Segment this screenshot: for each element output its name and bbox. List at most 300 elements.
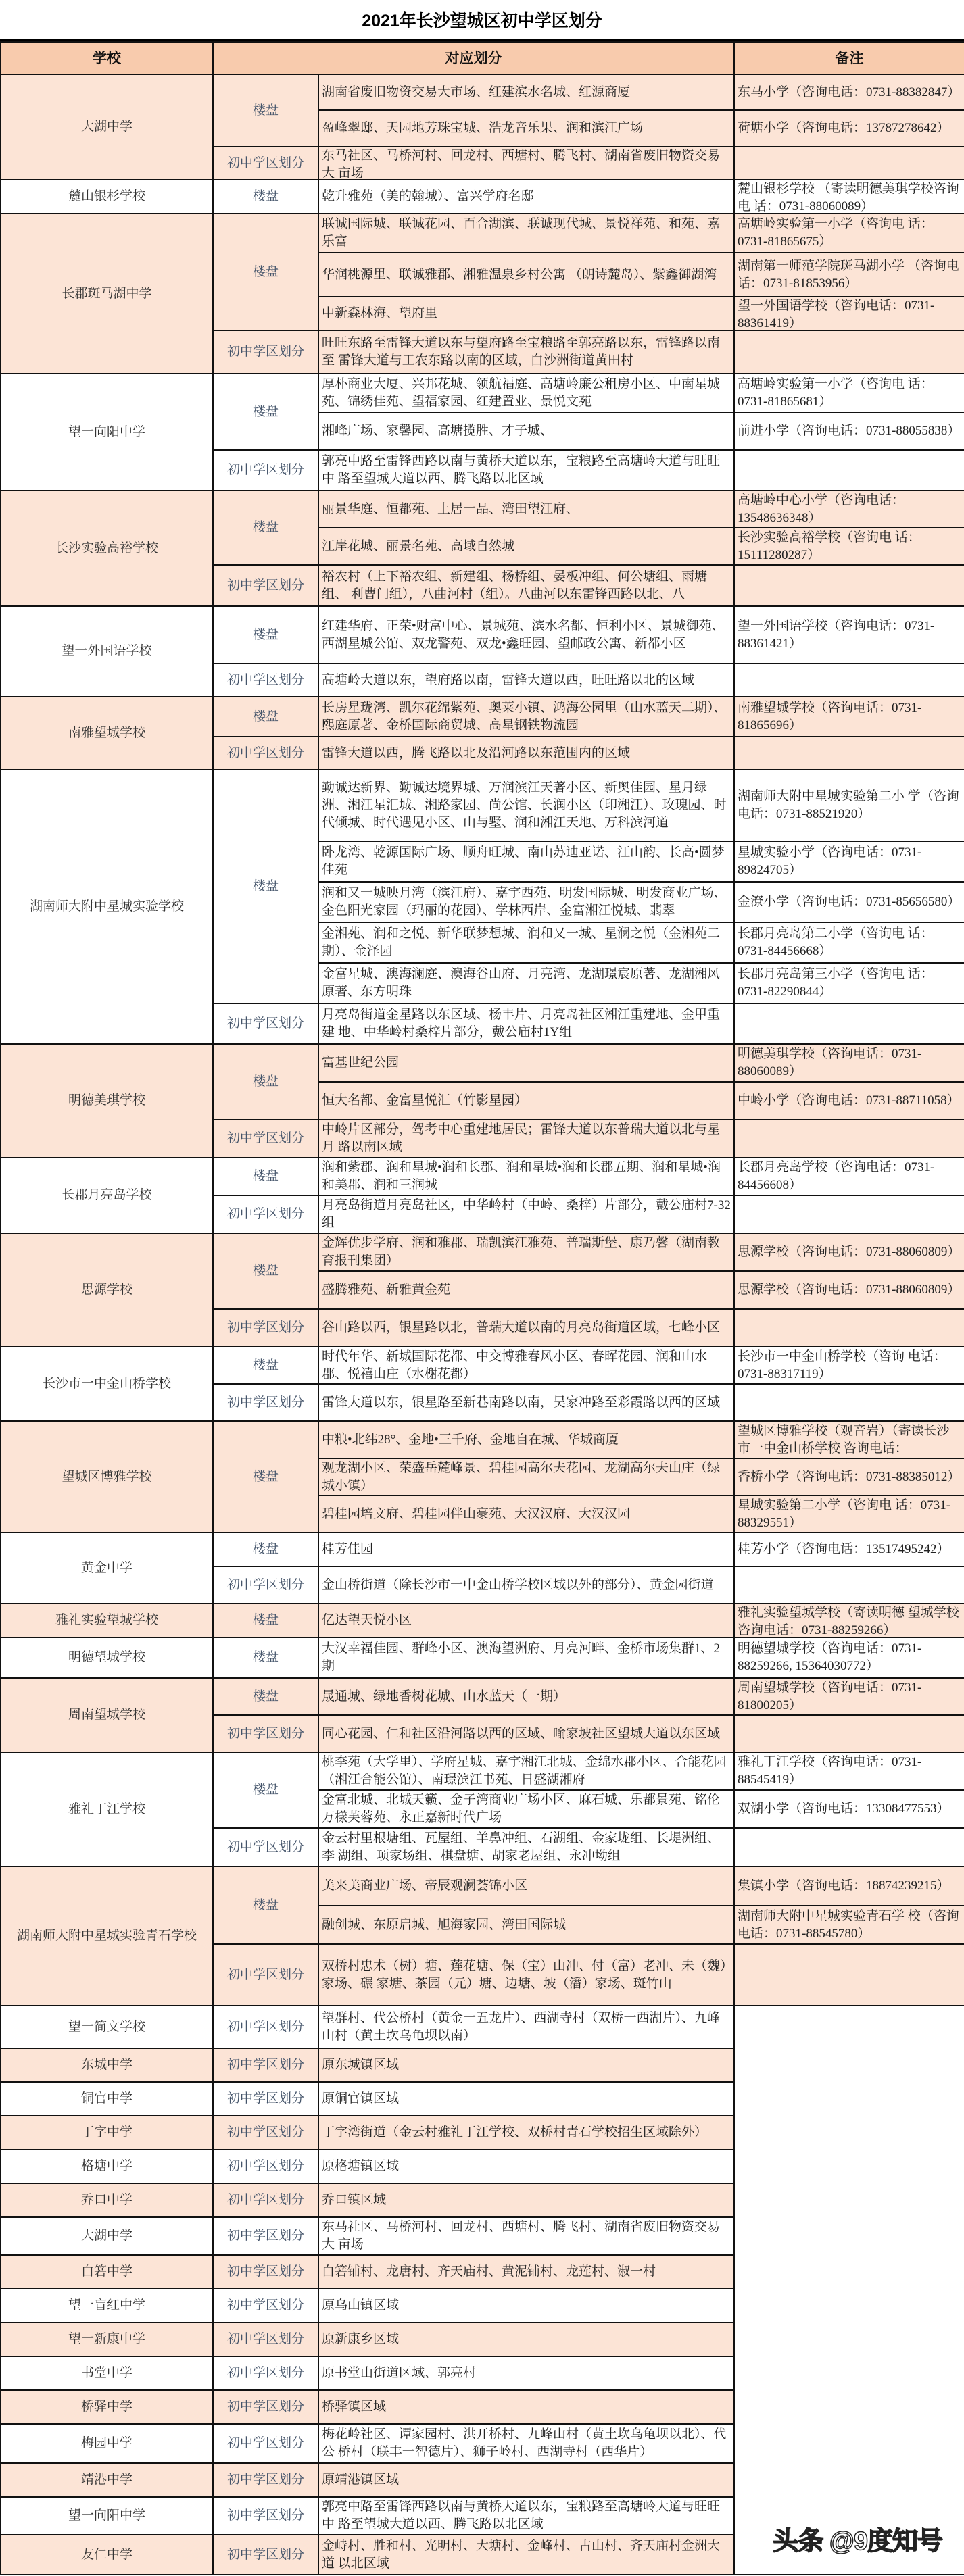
division-item-text: 原东城镇区域 (322, 2058, 400, 2072)
type-label-district-text: 初中学区划分 (226, 1839, 304, 1854)
school-name (1, 2116, 213, 2150)
note-cell (734, 1715, 964, 1752)
school-name (1, 1233, 213, 1347)
division-item (318, 1384, 734, 1421)
division-item-text: 美来美商业广场、帝辰观澜荟锦小区 (322, 1879, 528, 1893)
school-name-text: 思源学校 (80, 1283, 132, 1297)
type-label-district-text: 初中学区划分 (226, 2332, 304, 2346)
type-label-district (213, 1309, 318, 1347)
note-cell (734, 491, 964, 528)
school-name-text: 望一向阳中学 (68, 2508, 145, 2523)
division-item-text: 中新森林海、望府里 (322, 306, 438, 320)
school-name (1, 1866, 213, 2006)
school-name-text: 乔口中学 (80, 2193, 132, 2207)
division-item-text: 金峙村、胜和村、光明村、大塘村、金峰村、古山村、齐天庙村金洲大道 以北区域 (322, 2538, 721, 2571)
division-item-text: 原格塘镇区域 (322, 2159, 400, 2173)
type-label-estates-text: 楼盘 (252, 627, 279, 642)
table-row (1, 491, 964, 528)
note-cell-text: 高塘岭中心小学（咨询电话：13548636348） (738, 493, 905, 525)
type-label-estates-text: 楼盘 (252, 1469, 279, 1484)
school-name (1, 2424, 213, 2463)
type-label-estates (213, 1866, 318, 1944)
division-item (318, 737, 734, 770)
division-item (318, 2082, 734, 2116)
type-label-district-text: 初中学区划分 (226, 2193, 304, 2207)
type-label-estates (213, 1158, 318, 1195)
table-row (1, 1347, 964, 1384)
type-label-estates-text: 楼盘 (252, 103, 279, 118)
note-cell (734, 922, 964, 963)
division-item-text: 厚朴商业大厦、兴邦花城、领航福庭、高塘岭廉公租房小区、中南星城苑、锦绣佳苑、望福家园、红建置业、景悦文苑 (322, 376, 721, 409)
division-item (318, 2217, 734, 2255)
note-cell (734, 450, 964, 491)
note-cell (734, 1347, 964, 1384)
note-cell (734, 1082, 964, 1120)
note-cell (734, 1044, 964, 1082)
type-label-district (213, 2082, 318, 2116)
school-name (1, 697, 213, 770)
division-item (318, 2255, 734, 2289)
division-item-text: 乔口镇区域 (322, 2193, 387, 2207)
school-name-text: 南雅望城学校 (68, 726, 145, 740)
division-item (318, 1906, 734, 1944)
note-cell (734, 253, 964, 297)
division-item-text: 亿达望天悦小区 (322, 1613, 412, 1627)
header-division: 对应划分 (213, 42, 734, 74)
school-name-text: 望城区博雅学校 (62, 1469, 152, 1484)
type-label-district (213, 1566, 318, 1604)
school-name (1, 2006, 213, 2048)
school-name-text: 明德美琪学校 (68, 1093, 145, 1108)
school-name-text: 大湖中学 (80, 120, 132, 134)
note-cell-text: 集镇小学（咨询电话：18874239215） (738, 1879, 950, 1893)
note-cell (734, 1752, 964, 1790)
division-item (318, 110, 734, 147)
division-item (318, 2006, 734, 2048)
division-item-text: 江岸花城、丽景名苑、高域自然城 (322, 539, 515, 553)
division-item-text: 月亮岛街道月亮岛社区，中华岭村（中岭、桑梓）片部分，戴公庙村7-32组 (322, 1198, 731, 1230)
school-name (1, 74, 213, 180)
type-label-estates (213, 374, 318, 450)
table-row (1, 1044, 964, 1082)
school-name-text: 雅礼丁江学校 (68, 1802, 145, 1816)
division-item-text: 湖南省废旧物资交易大市场、红建滨水名城、红源商厦 (322, 84, 631, 99)
division-item-text: 长房星珑湾、凯尔花绵紫苑、奥莱小镇、鸿海公园里（山水蓝天二期）、熙庭原著、金桥国际商贸城、高星钢铁物流园 (322, 700, 727, 733)
school-name (1, 374, 213, 491)
school-name (1, 2150, 213, 2183)
school-name-text: 桥驿中学 (80, 2400, 132, 2414)
type-label-district (213, 2183, 318, 2217)
note-cell (734, 147, 964, 180)
type-label-district-text: 初中学区划分 (226, 155, 304, 170)
division-item-text: 桃李苑（大学里）、学府星城、嘉宇湘江北城、金绵水郡小区、合能花园（湘江合能公馆）、南璟滨江书苑、日盛湖湘府 (322, 1755, 727, 1787)
school-name (1, 1752, 213, 1866)
note-cell (734, 1637, 964, 1678)
school-name-text: 湖南师大附中星城实验青石学校 (16, 1929, 197, 1943)
division-item (318, 1082, 734, 1120)
type-label-estates-text: 楼盘 (252, 1358, 279, 1372)
type-label-district (213, 1195, 318, 1233)
division-item-text: 润和紫郡、润和星城•润和长郡、润和星城•润和长郡五期、润和星城•润和美郡、润和三润城 (322, 1160, 721, 1192)
type-label-estates-text: 楼盘 (252, 1264, 279, 1278)
school-name (1, 2463, 213, 2497)
school-district-table (0, 41, 964, 2575)
division-item-text: 金富北城、北城天籁、金子湾商业广场小区、麻石城、乐都景苑、铭伦万樣芙蓉苑、永正嘉新时代广场 (322, 1793, 721, 1825)
type-label-estates-text: 楼盘 (252, 1898, 279, 1912)
note-cell-text: 思源学校（咨询电话：0731-88060809） (738, 1245, 961, 1259)
note-cell (734, 74, 964, 110)
division-item (318, 1944, 734, 2006)
division-item-text: 盈峰翠邸、天园地芳珠宝城、浩龙音乐果、润和滨江广场 (322, 121, 644, 135)
school-name (1, 2356, 213, 2390)
division-item (318, 180, 734, 214)
school-name (1, 770, 213, 1044)
note-cell (734, 1533, 964, 1566)
division-item (318, 412, 734, 450)
division-item (318, 1790, 734, 1828)
division-item (318, 606, 734, 664)
type-label-district (213, 2497, 318, 2535)
division-item-text: 丁字湾街道（金云村雅礼丁江学校、双桥村青石学校招生区域除外） (322, 2125, 708, 2139)
type-label-district (213, 1715, 318, 1752)
school-name-text: 望一外国语学校 (62, 644, 152, 658)
type-label-estates (213, 1233, 318, 1309)
school-name (1, 2390, 213, 2424)
school-name-text: 湖南师大附中星城实验学校 (29, 899, 184, 914)
division-item-text: 原新康乡区域 (322, 2332, 400, 2346)
school-name (1, 2082, 213, 2116)
page-title: 2021年长沙望城区初中学区划分 (0, 0, 964, 41)
division-item-text: 东马社区、马桥河村、回龙村、西塘村、腾飞村、湖南省废旧物资交易大 亩场 (322, 149, 721, 179)
type-label-district-text: 初中学区划分 (226, 2473, 304, 2487)
division-item (318, 1566, 734, 1604)
school-name-text: 格塘中学 (80, 2159, 132, 2173)
note-cell (734, 1309, 964, 1347)
division-item-text: 金云村里根塘组、瓦屋组、羊鼻冲组、石湖组、金家垅组、长堤洲组、李 湖组、项家场组、棋盘塘、胡家老屋组、永冲坳组 (322, 1831, 721, 1863)
note-cell-text: 双湖小学（咨询电话：13308477553） (738, 1802, 950, 1816)
school-name (1, 180, 213, 214)
type-label-estates-text: 楼盘 (252, 189, 279, 203)
division-item-text: 盛腾雅苑、新雅黄金苑 (322, 1283, 451, 1297)
school-name (1, 1347, 213, 1421)
type-label-district (213, 330, 318, 374)
note-cell-text: 麓山银杉学校 （寄读明德美琪学校咨询电 话：0731-88060089） (738, 182, 959, 213)
note-cell-text: 前进小学（咨询电话：0731-88055838） (738, 424, 961, 438)
type-label-estates (213, 1637, 318, 1678)
note-cell (734, 770, 964, 841)
division-item-text: 大汉幸福佳园、群峰小区、澳海望洲府、月亮河畔、金桥市场集群1、2期 (322, 1641, 721, 1673)
division-item (318, 1195, 734, 1233)
note-cell (734, 528, 964, 565)
division-item-text: 融创城、东原启城、旭海家园、湾田国际城 (322, 1917, 567, 1932)
note-cell (734, 1906, 964, 1944)
note-cell-text: 高塘岭实验第一小学（咨询电 话：0731-81865681） (738, 376, 934, 409)
type-label-estates (213, 697, 318, 737)
division-item (318, 450, 734, 491)
division-item-text: 原书堂山街道区域、郭亮村 (322, 2366, 477, 2380)
division-item (318, 214, 734, 253)
header-school: 学校 (1, 42, 213, 74)
note-cell (734, 1678, 964, 1715)
school-name (1, 2183, 213, 2217)
type-label-district-text: 初中学区划分 (226, 1726, 304, 1741)
type-label-estates-text: 楼盘 (252, 404, 279, 419)
type-label-district (213, 1384, 318, 1421)
school-name (1, 491, 213, 606)
school-name-text: 望一简文学校 (68, 2019, 145, 2034)
type-label-district-text: 初中学区划分 (226, 2091, 304, 2106)
type-label-district-text: 初中学区划分 (226, 2298, 304, 2312)
note-cell-text: 长郡月亮岛第三小学（咨询电 话：0731-82290844） (738, 967, 934, 999)
division-item-text: 郭亮中路至雷锋西路以南与黄桥大道以东，宝粮路至高塘岭大道与旺旺中 路至望城大道以西、腾飞路以北区域 (322, 2500, 721, 2531)
school-name (1, 1604, 213, 1637)
type-label-estates (213, 770, 318, 1004)
note-cell-text: 香桥小学（咨询电话：0731-88385012） (738, 1469, 961, 1484)
note-cell-text: 长郡月亮岛学校（咨询电话：0731-84456608） (738, 1160, 935, 1192)
type-label-estates-text: 楼盘 (252, 1169, 279, 1183)
division-item (318, 1044, 734, 1082)
table-header-row (1, 42, 964, 74)
type-label-district-text: 初中学区划分 (226, 578, 304, 593)
note-cell (734, 1384, 964, 1421)
type-label-estates (213, 1533, 318, 1566)
table-row (1, 1158, 964, 1195)
type-label-district-text: 初中学区划分 (226, 2400, 304, 2414)
type-label-estates (213, 1752, 318, 1828)
division-item (318, 841, 734, 882)
division-item (318, 697, 734, 737)
type-label-estates (213, 1604, 318, 1637)
division-item (318, 1752, 734, 1790)
note-cell (734, 963, 964, 1004)
note-cell (734, 882, 964, 922)
note-cell-text: 高塘岭实验第一小学（咨询电 话：0731-81865675） (738, 217, 934, 249)
division-item-text: 中粮•北纬28°、金地•三千府、金地自在城、华城商厦 (322, 1432, 619, 1447)
type-label-district-text: 初中学区划分 (226, 345, 304, 359)
division-item-text: 同心花园、仁和社区沿河路以西的区域、喻家坡社区望城大道以东区域 (322, 1726, 721, 1741)
note-cell-text: 雅礼丁江学校（咨询电话：0731-88545419） (738, 1755, 922, 1787)
note-cell-text: 明德美琪学校（咨询电话：0731-88060089） (738, 1047, 922, 1079)
note-cell (734, 1944, 964, 2006)
division-item-text: 华润桃源里、联诚雅郡、湘雅温泉乡村公寓 （朗诗麓岛）、紫鑫御湖湾 (322, 267, 717, 282)
school-name-text: 望一盲红中学 (68, 2298, 145, 2312)
division-item (318, 2356, 734, 2390)
division-item-text: 碧桂园培文府、碧桂园伴山豪苑、大汉汉府、大汉汉园 (322, 1506, 631, 1521)
division-item-text: 乾升雅苑（美的翰城）、富兴学府名邸 (322, 189, 534, 203)
type-label-estates-text: 楼盘 (252, 1613, 279, 1627)
type-label-estates (213, 1044, 318, 1120)
type-label-district (213, 2463, 318, 2497)
note-cell-text: 明德望城学校（咨询电话：0731-88259266, 15364030772） (738, 1641, 922, 1673)
note-cell (734, 1828, 964, 1866)
type-label-district-text: 初中学区划分 (226, 1131, 304, 1145)
type-label-estates (213, 491, 318, 565)
division-item (318, 1866, 734, 1906)
note-cell (734, 1458, 964, 1495)
division-item-text: 金湘苑、润和之悦、新华联梦想城、润和又一城、星澜之悦（金湘苑二期）、金泽园 (322, 926, 721, 958)
division-item (318, 147, 734, 180)
table-row (1, 1233, 964, 1271)
type-label-district (213, 2217, 318, 2255)
note-cell (734, 1566, 964, 1604)
division-item (318, 664, 734, 697)
division-item (318, 2463, 734, 2497)
division-item (318, 528, 734, 565)
division-item (318, 2535, 734, 2575)
note-cell (734, 374, 964, 412)
division-item-text: 红建华府、正荣•财富中心、景城苑、滨水名都、恒利小区、景城御苑、西湖星城公馆、双龙警苑、双龙•鑫旺园、望邮政公寓、新都小区 (322, 618, 725, 651)
note-cell (734, 1004, 964, 1044)
school-name-text: 望一新康中学 (68, 2332, 145, 2346)
note-cell (734, 1421, 964, 1458)
type-label-estates (213, 1421, 318, 1533)
school-name-text: 周南望城学校 (68, 1708, 145, 1722)
table-row (1, 606, 964, 664)
note-cell-text: 中岭小学（咨询电话：0731-88711058） (738, 1093, 960, 1108)
note-cell (734, 737, 964, 770)
division-item (318, 297, 734, 330)
type-label-district (213, 2150, 318, 2183)
division-item (318, 1233, 734, 1271)
division-item-text: 原靖港镇区域 (322, 2473, 400, 2487)
table-row (1, 1752, 964, 1790)
division-item (318, 1495, 734, 1533)
note-cell-text: 东马小学（咨询电话：0731-88382847） (738, 84, 961, 99)
type-label-estates-text: 楼盘 (252, 1542, 279, 1556)
division-item (318, 1828, 734, 1866)
division-item (318, 1271, 734, 1309)
note-cell-text: 星城实验小学（咨询电话：0731-89824705） (738, 845, 922, 877)
division-item (318, 2116, 734, 2150)
table-body (1, 74, 964, 2575)
note-cell (734, 841, 964, 882)
school-name (1, 2497, 213, 2535)
type-label-estates (213, 1347, 318, 1384)
school-name-text: 麓山银杉学校 (68, 189, 145, 203)
division-item (318, 1604, 734, 1637)
division-item (318, 1678, 734, 1715)
type-label-district (213, 2006, 318, 2048)
division-item-text: 月亮岛街道金星路以东区域、杨丰片、月亮岛社区湘江重建地、金甲重建 地、中华岭村桑梓片部分，戴公庙村1Y组 (322, 1008, 721, 1039)
type-label-district (213, 737, 318, 770)
type-label-district-text: 初中学区划分 (226, 2058, 304, 2072)
division-item (318, 1120, 734, 1158)
type-label-district (213, 2116, 318, 2150)
type-label-district-text: 初中学区划分 (226, 1016, 304, 1031)
division-item-text: 润和又一城映月湾（滨江府）、嘉宇西苑、明发国际城、明发商业广场、金色阳光家园（玛丽的花园）、学林西岸、金富湘江悦城、翡翠 (322, 886, 727, 918)
type-label-district (213, 2048, 318, 2082)
note-cell-text: 金潦小学（咨询电话：0731-85656580） (738, 895, 961, 909)
school-name (1, 2323, 213, 2356)
note-cell-text: 湖南师大附中星城实验第二小 学（咨询电话：0731-88521920） (738, 789, 959, 821)
type-label-district (213, 664, 318, 697)
note-cell-text: 望一外国语学校（咨询电话：0731-88361421） (738, 618, 935, 651)
division-item (318, 565, 734, 606)
note-cell-text: 南雅望城学校（咨询电话：0731-81865696） (738, 700, 922, 733)
school-name-text: 大湖中学 (80, 2229, 132, 2243)
type-label-estates (213, 214, 318, 330)
school-name-text: 丁字中学 (80, 2125, 132, 2139)
division-item (318, 1637, 734, 1678)
division-item-text: 时代年华、新城国际花都、中交博雅春风小区、春晖花园、润和山水郡、悦禧山庄（水榭花都） (322, 1349, 708, 1381)
school-name-text: 铜官中学 (80, 2091, 132, 2106)
division-item (318, 1458, 734, 1495)
division-item (318, 1004, 734, 1044)
division-item (318, 374, 734, 412)
school-name-text: 望一向阳中学 (68, 424, 145, 439)
school-name (1, 1421, 213, 1533)
type-label-district-text: 初中学区划分 (226, 2264, 304, 2279)
note-cell (734, 110, 964, 147)
division-item (318, 963, 734, 1004)
type-label-district-text: 初中学区划分 (226, 2436, 304, 2450)
type-label-estates-text: 楼盘 (252, 879, 279, 893)
table-row (1, 180, 964, 214)
school-name-text: 长沙市一中金山桥学校 (42, 1377, 171, 1391)
school-name-text: 梅园中学 (80, 2436, 132, 2450)
type-label-district (213, 2255, 318, 2289)
division-item (318, 2048, 734, 2082)
division-item-text: 金山桥街道（除长沙市一中金山桥学校区域以外的部分）、黄金园街道 (322, 1577, 714, 1592)
note-cell (734, 330, 964, 374)
type-label-estates (213, 1678, 318, 1715)
type-label-district (213, 2289, 318, 2323)
type-label-district-text: 初中学区划分 (226, 2019, 304, 2034)
note-cell-text: 星城实验第二小学（咨询电 话：0731-88329551） (738, 1497, 951, 1530)
division-item (318, 1533, 734, 1566)
note-cell (734, 412, 964, 450)
type-label-estates-text: 楼盘 (252, 1689, 279, 1704)
school-name-text: 黄金中学 (80, 1560, 132, 1575)
division-item (318, 2390, 734, 2424)
table-row (1, 1604, 964, 1637)
division-item (318, 2150, 734, 2183)
type-label-district (213, 2424, 318, 2463)
type-label-district (213, 147, 318, 180)
table-row (1, 1678, 964, 1715)
type-label-district (213, 2535, 318, 2575)
type-label-district-text: 初中学区划分 (226, 2125, 304, 2139)
school-name-text: 书堂中学 (80, 2366, 132, 2380)
type-label-district (213, 2356, 318, 2390)
school-name (1, 1158, 213, 1233)
type-label-district (213, 1828, 318, 1866)
division-item (318, 491, 734, 528)
type-label-district (213, 1004, 318, 1044)
school-name-text: 靖港中学 (80, 2473, 132, 2487)
division-item-text: 中岭片区部分，驾考中心重建地居民；雷锋大道以东普瑞大道以北与星月 路以南区域 (322, 1122, 721, 1154)
note-cell (734, 664, 964, 697)
division-item-text: 高塘岭大道以东，望府路以南，雷锋大道以西，旺旺路以北的区域 (322, 672, 695, 687)
school-name (1, 2289, 213, 2323)
division-item (318, 2323, 734, 2356)
school-name-text: 东城中学 (80, 2058, 132, 2072)
division-item (318, 1347, 734, 1384)
note-cell-text: 桂芳小学（咨询电话：13517495242） (738, 1542, 950, 1556)
division-item-text: 双桥村忠术（树）塘、莲花塘、保（宝）山冲、付（富）老冲、未（魏）家场、碾 家塘、茶园（元）塘、边塘、坡（潘）家场、斑竹山 (322, 1958, 727, 1991)
school-name (1, 2048, 213, 2082)
type-label-district-text: 初中学区划分 (226, 2547, 304, 2562)
school-name-text: 长郡月亮岛学校 (62, 1188, 152, 1202)
note-cell (734, 1158, 964, 1195)
school-name-text: 雅礼实验望城学校 (55, 1613, 158, 1627)
type-label-estates (213, 180, 318, 214)
type-label-district (213, 1120, 318, 1158)
type-label-district (213, 450, 318, 491)
school-name (1, 214, 213, 374)
note-cell (734, 565, 964, 606)
header-note: 备注 (734, 42, 964, 74)
